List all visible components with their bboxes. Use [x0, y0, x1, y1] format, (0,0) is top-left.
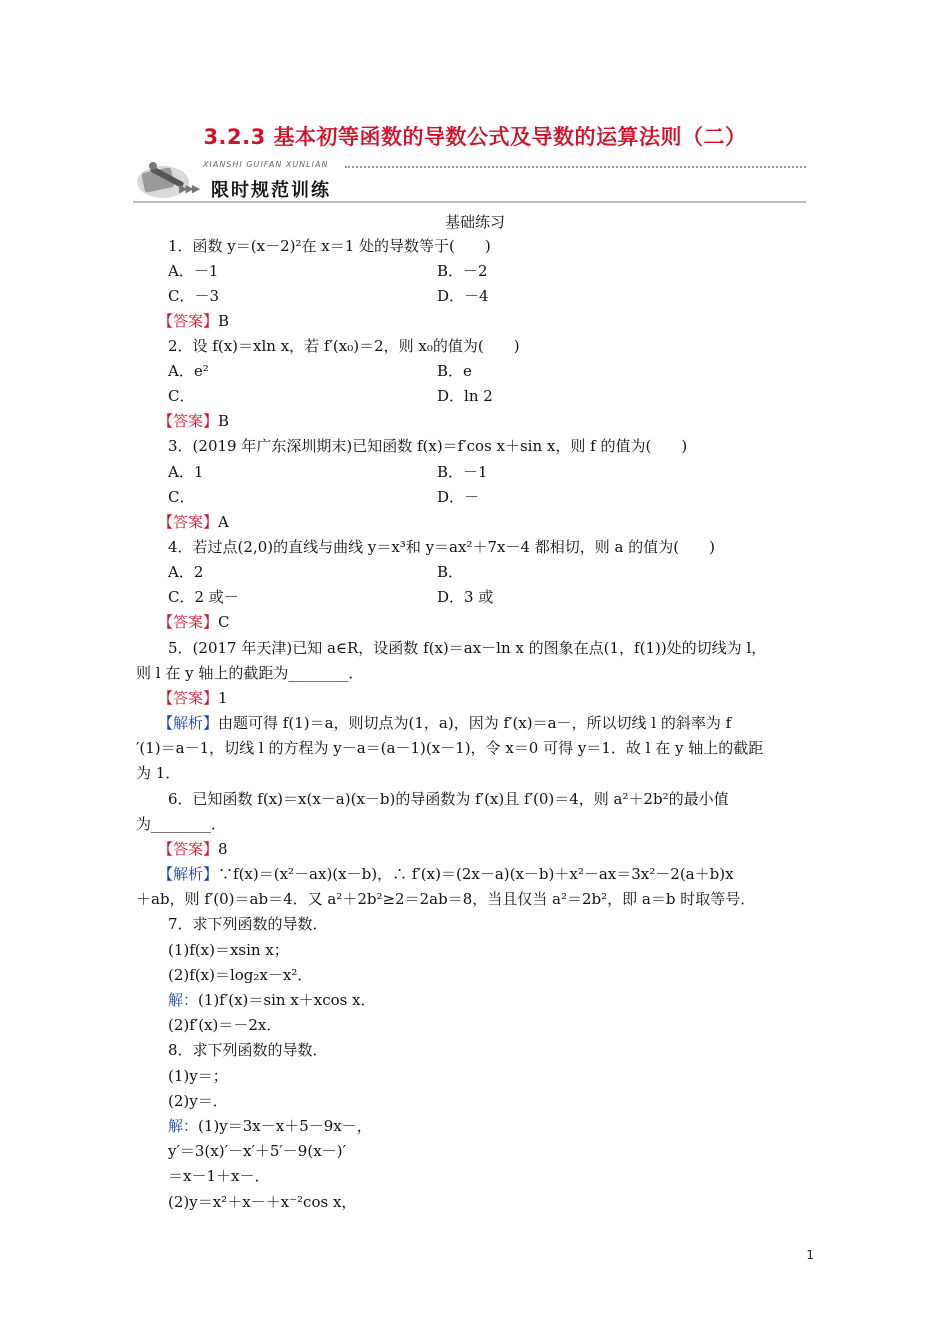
text-line-q1a	[168, 261, 218, 281]
text-line-q2b	[437, 361, 472, 381]
text-line-q6l1	[168, 789, 729, 809]
solution-tag: 解：	[168, 991, 199, 1009]
line-text: 为________．	[136, 815, 227, 833]
line-text: 4．若过点(2,0)的直线与曲线 y＝x³和 y＝ax²＋7x－4 都相切，则 a 的值为( )	[168, 538, 715, 556]
line-text: 8．求下列函数的导数．	[168, 1041, 328, 1059]
line-text: C	[218, 613, 230, 631]
line-text: A．2	[168, 563, 204, 581]
text-line-q2d	[437, 386, 493, 406]
line-text: 为 1．	[136, 764, 181, 782]
answer-tag: 【答案】	[158, 613, 219, 631]
text-line-q8	[168, 1040, 328, 1060]
line-text: (1)y＝3x－x＋5－9x－，	[198, 1117, 372, 1135]
line-text: B	[218, 412, 230, 430]
text-line-q3a	[168, 462, 203, 482]
line-text: y′＝3(x)′－x′＋5′－9(x－)′	[168, 1142, 346, 1160]
banner-arrows-icon: ▶▶▶	[179, 182, 199, 195]
text-line-a4	[158, 612, 230, 632]
answer-tag: 【答案】	[158, 513, 219, 531]
text-line-q3	[168, 436, 687, 456]
line-text: B．－1	[437, 463, 488, 481]
line-text: 6．已知函数 f(x)＝x(x－a)(x－b)的导函数为 f′(x)且 f′(0)＝4，则 a²＋2b²的最小值	[168, 790, 729, 808]
line-text: A．1	[168, 463, 204, 481]
pencil-book-icon	[135, 156, 195, 202]
line-text: A．－1	[168, 262, 219, 280]
line-text: 1	[218, 689, 228, 707]
line-text: C．	[168, 488, 195, 506]
text-line-q6l2	[136, 814, 226, 834]
text-line-j8l4	[168, 1192, 356, 1212]
answer-tag: 【答案】	[158, 312, 219, 330]
text-line-j6l1	[158, 864, 734, 884]
line-text: ＋ab，则 f′(0)＝ab＝4．又 a²＋2b²≥2＝2ab＝8，当且仅当 a²＝2b²，即 a＝b 时取等号．	[136, 890, 756, 908]
text-line-q3c	[168, 487, 194, 507]
text-line-q1	[168, 236, 491, 256]
text-line-q2a	[168, 361, 209, 381]
text-line-q2c	[168, 386, 194, 406]
text-line-q2	[168, 336, 520, 356]
analysis-tag: 【解析】	[158, 714, 219, 732]
text-line-j6l2	[136, 889, 755, 909]
line-text: 则 l 在 y 轴上的截距为________．	[136, 664, 364, 682]
answer-tag: 【答案】	[158, 840, 219, 858]
line-text: ∵f(x)＝(x²－ax)(x－b)，∴ f′(x)＝(2x－a)(x－b)＋x²－ax＝3x²－2(a＋b)x	[218, 865, 734, 883]
line-text: C．	[168, 387, 195, 405]
line-text: B．e	[437, 362, 472, 380]
solution-tag: 解：	[168, 1117, 199, 1135]
line-text: 5．(2017 年天津)已知 a∈R，设函数 f(x)＝ax－ln x 的图象在点(1，f(1))处的切线为 l，	[168, 639, 767, 657]
line-text: ′(1)＝a－1，切线 l 的方程为 y－a＝(a－1)(x－1)，令 x＝0 可得 y＝1．故 l 在 y 轴上的截距	[136, 739, 764, 757]
text-line-q7s2	[168, 965, 312, 985]
text-line-q4c	[168, 587, 239, 607]
line-text: D．－4	[437, 287, 489, 305]
line-text: 1．函数 y＝(x－2)²在 x＝1 处的导数等于( )	[168, 237, 491, 255]
text-line-q8s2	[168, 1091, 228, 1111]
text-line-q1d	[437, 286, 489, 306]
text-line-q4a	[168, 562, 203, 582]
text-line-j7l2	[168, 1015, 281, 1035]
text-line-a1	[158, 311, 229, 331]
line-text: 由题可得 f(1)＝a，则切点为(1，a)，因为 f′(x)＝a－，所以切线 l 的斜率为 f	[218, 714, 732, 732]
line-text: (2)f′(x)＝－2x．	[168, 1016, 282, 1034]
line-text: D．3 或	[437, 588, 494, 606]
line-text: A	[218, 513, 229, 531]
text-line-a2	[158, 411, 229, 431]
section-heading: 基础练习	[444, 213, 505, 231]
banner-dotted-rule	[345, 166, 806, 168]
text-line-a3	[158, 512, 229, 532]
section-banner	[133, 156, 806, 206]
line-text: (1)f′(x)＝sin x＋xcos x．	[198, 991, 376, 1009]
banner-pinyin: XIANSHI GUIFAN XUNLIAN	[203, 160, 329, 169]
text-line-q4b	[437, 562, 463, 582]
text-line-q1b	[437, 261, 488, 281]
line-text: 3．(2019 年广东深圳期末)已知函数 f(x)＝f′cos x＋sin x，则 f 的值为( )	[168, 437, 688, 455]
document-title: 3.2.3 基本初等函数的导数公式及导数的运算法则（二）	[203, 125, 747, 149]
line-text: D．－	[437, 488, 480, 506]
text-line-q4d	[437, 587, 493, 607]
text-line-j5l3	[136, 763, 180, 783]
text-line-a6	[158, 839, 228, 859]
line-text: (1)f(x)＝xsin x；	[168, 941, 289, 959]
text-line-j5l2	[136, 738, 763, 758]
line-text: C．2 或－	[168, 588, 239, 606]
text-line-j8l1	[168, 1116, 372, 1136]
banner-label: 限时规范训练	[211, 180, 331, 201]
line-text: (2)f(x)＝log₂x－x²．	[168, 966, 313, 984]
line-text: A．e²	[168, 362, 209, 380]
text-line-q7	[168, 914, 328, 934]
text-line-q3d	[437, 487, 479, 507]
text-line-q8s1	[168, 1066, 228, 1086]
line-text: 2．设 f(x)＝xln x，若 f′(x₀)＝2，则 x₀的值为( )	[168, 337, 520, 355]
text-line-j8l2	[168, 1141, 346, 1161]
text-line-q5l2	[136, 663, 363, 683]
line-text: B．－2	[437, 262, 488, 280]
line-text: (2)y＝．	[168, 1092, 228, 1110]
line-text: D．ln 2	[437, 387, 493, 405]
text-line-q4	[168, 537, 715, 557]
text-line-j7l1	[168, 990, 376, 1010]
text-line-q7s1	[168, 940, 289, 960]
line-text: B．	[437, 563, 464, 581]
answer-tag: 【答案】	[158, 412, 219, 430]
text-line-q1c	[168, 286, 219, 306]
text-line-a5	[158, 688, 228, 708]
line-text: C．－3	[168, 287, 220, 305]
text-line-q5l1	[168, 638, 766, 658]
line-text: (2)y＝x²＋x－＋x⁻²cos x，	[168, 1193, 357, 1211]
page-number: 1	[806, 1248, 814, 1262]
line-text: B	[218, 312, 230, 330]
text-line-j5l1	[158, 713, 731, 733]
text-line-j8l3	[168, 1166, 269, 1186]
line-text: (1)y＝；	[168, 1067, 228, 1085]
line-text: 8	[218, 840, 228, 858]
answer-tag: 【答案】	[158, 689, 219, 707]
line-text: 7．求下列函数的导数．	[168, 915, 328, 933]
text-line-q3b	[437, 462, 488, 482]
line-text: ＝x－1＋x－．	[168, 1167, 270, 1185]
banner-rule	[133, 201, 806, 203]
analysis-tag: 【解析】	[158, 865, 219, 883]
